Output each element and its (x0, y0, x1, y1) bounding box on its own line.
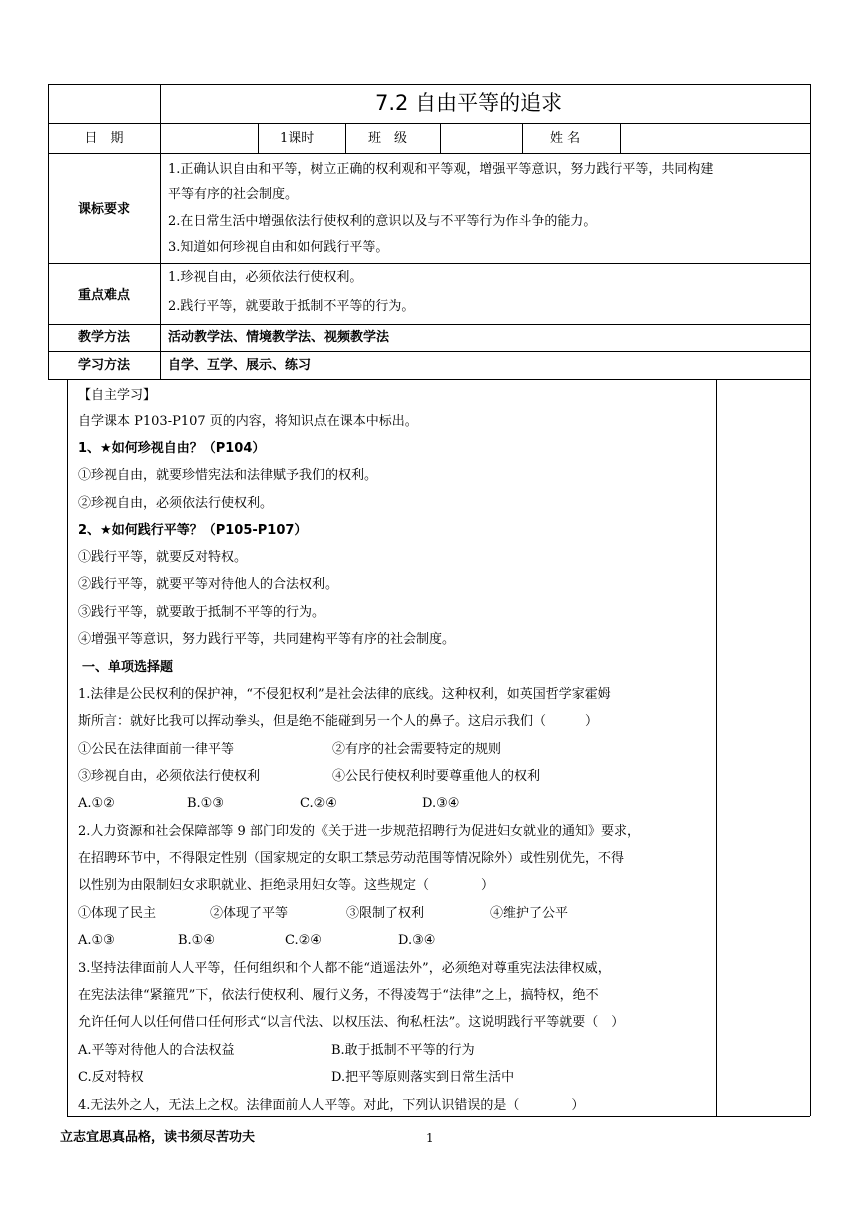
question-text: 斯所言：就好比我可以挥动拳头，但是绝不能碰到另一个人的鼻子。这启示我们（ ） (78, 714, 599, 729)
question-option: ③珍视自由，必须依法行使权利 (78, 769, 261, 784)
period-value: 1课时 (280, 131, 315, 146)
question-option: D.把平等原则落实到日常生活中 (331, 1070, 515, 1085)
body-left-border (67, 379, 68, 1116)
page-number: 1 (426, 1131, 434, 1145)
info-divider (258, 123, 259, 153)
question-option: ④维护了公平 (490, 906, 569, 921)
answer-choice: C.②④ (285, 933, 322, 948)
question-option: ①体现了民主 (78, 906, 157, 921)
requirements-label: 课标要求 (77, 202, 130, 217)
requirements-line: 平等有序的社会制度。 (168, 187, 299, 202)
answer-choice: B.①③ (187, 796, 224, 811)
info-divider (345, 123, 346, 153)
question-option: B.敢于抵制不平等的行为 (331, 1043, 475, 1058)
section-heading: 一、单项选择题 (82, 660, 174, 675)
label-column-divider (160, 84, 161, 379)
question-text: 在宪法法律“紧箍咒”下，依法行使权利、履行义务，不得凌驾于“法律”之上，搞特权，绝不 (78, 988, 599, 1003)
date-label: 日 期 (84, 131, 124, 146)
footer-motto: 立志宜思真品格，读书须尽苦功夫 (60, 1130, 256, 1145)
q2-item: ③践行平等，就要敢于抵制不平等的行为。 (78, 605, 326, 620)
row-divider (48, 379, 810, 380)
info-divider (620, 123, 621, 153)
q2-item: ①践行平等，就要反对特权。 (78, 550, 248, 565)
q2-item: ②践行平等，就要平等对待他人的合法权利。 (78, 577, 339, 592)
info-divider (440, 123, 441, 153)
learning-method-label: 学习方法 (77, 358, 130, 373)
answer-choice: C.②④ (300, 796, 337, 811)
question-text: 以性别为由限制妇女求职就业、拒绝录用妇女等。这些规定（ ） (78, 878, 495, 893)
question-option: ②体现了平等 (210, 906, 289, 921)
page-title: 7.2 自由平等的追求 (375, 91, 563, 115)
class-label: 班 级 (368, 131, 408, 146)
q1-item: ②珍视自由，必须依法行使权利。 (78, 496, 274, 511)
question-text: 在招聘环节中，不得限定性别（国家规定的女职工禁忌劳动范围等情况除外）或性别优先，不得 (78, 851, 625, 866)
question-option: A.平等对待他人的合法权益 (78, 1043, 235, 1058)
row-divider (48, 263, 810, 264)
requirements-line: 1.正确认识自由和平等，树立正确的权利观和平等观，增强平等意识，努力践行平等，共同构建 (168, 162, 714, 177)
key-points-line: 2.践行平等，就要敢于抵制不平等的行为。 (168, 299, 415, 314)
q2-heading: 2、★如何践行平等？（P105-P107） (78, 523, 308, 538)
answer-choice: D.③④ (398, 933, 436, 948)
table-right-border (810, 84, 811, 1116)
row-divider (48, 153, 810, 154)
q1-item: ①珍视自由，就要珍惜宪法和法律赋予我们的权利。 (78, 468, 378, 483)
question-text: 2.人力资源和社会保障部等 9 部门印发的《关于进一步规范招聘行为促进妇女就业的通知》要求， (78, 824, 640, 839)
key-points-label: 重点难点 (77, 288, 130, 303)
key-points-line: 1.珍视自由，必须依法行使权利。 (168, 270, 363, 285)
row-divider (48, 324, 810, 325)
row-divider (48, 351, 810, 352)
question-option: ②有序的社会需要特定的规则 (332, 742, 502, 757)
question-text: 4.无法外之人，无法上之权。法律面前人人平等。对此，下列认识错误的是（ ） (78, 1098, 585, 1113)
row-divider (48, 123, 810, 124)
self-study-heading: 【自主学习】 (78, 388, 157, 403)
learning-method-value: 自学、互学、展示、练习 (168, 358, 312, 373)
q2-item: ④增强平等意识，努力践行平等，共同建构平等有序的社会制度。 (78, 632, 456, 647)
q1-heading: 1、★如何珍视自由？（P104） (78, 441, 266, 456)
body-bottom-border (67, 1116, 810, 1117)
answer-choice: A.①② (78, 796, 115, 811)
teaching-method-value: 活动教学法、情境教学法、视频教学法 (168, 330, 390, 345)
question-option: ③限制了权利 (346, 906, 425, 921)
question-option: C.反对特权 (78, 1070, 144, 1085)
question-text: 允许任何人以任何借口任何形式“以言代法、以权压法、徇私枉法”。这说明践行平等就要（ ） (78, 1015, 625, 1030)
answer-choice: B.①④ (178, 933, 215, 948)
teaching-method-label: 教学方法 (77, 330, 130, 345)
answer-choice: D.③④ (422, 796, 460, 811)
requirements-line: 3.知道如何珍视自由和如何践行平等。 (168, 240, 389, 255)
answer-choice: A.①③ (78, 933, 115, 948)
question-option: ④公民行使权利时要尊重他人的权利 (332, 769, 541, 784)
table-top-border (48, 84, 810, 85)
question-option: ①公民在法律面前一律平等 (78, 742, 235, 757)
name-label: 姓 名 (550, 131, 581, 146)
question-text: 1.法律是公民权利的保护神，“不侵犯权利”是社会法律的底线。这种权利，如英国哲学家霍姆 (78, 687, 611, 702)
question-text: 3.坚持法律面前人人平等，任何组织和个人都不能“逍遥法外”，必须绝对尊重宪法法律权威， (78, 961, 611, 976)
info-divider (522, 123, 523, 153)
body-right-inner-border (716, 379, 717, 1116)
self-study-intro: 自学课本 P103-P107 页的内容，将知识点在课本中标出。 (78, 414, 418, 429)
requirements-line: 2.在日常生活中增强依法行使权利的意识以及与不平等行为作斗争的能力。 (168, 214, 597, 229)
